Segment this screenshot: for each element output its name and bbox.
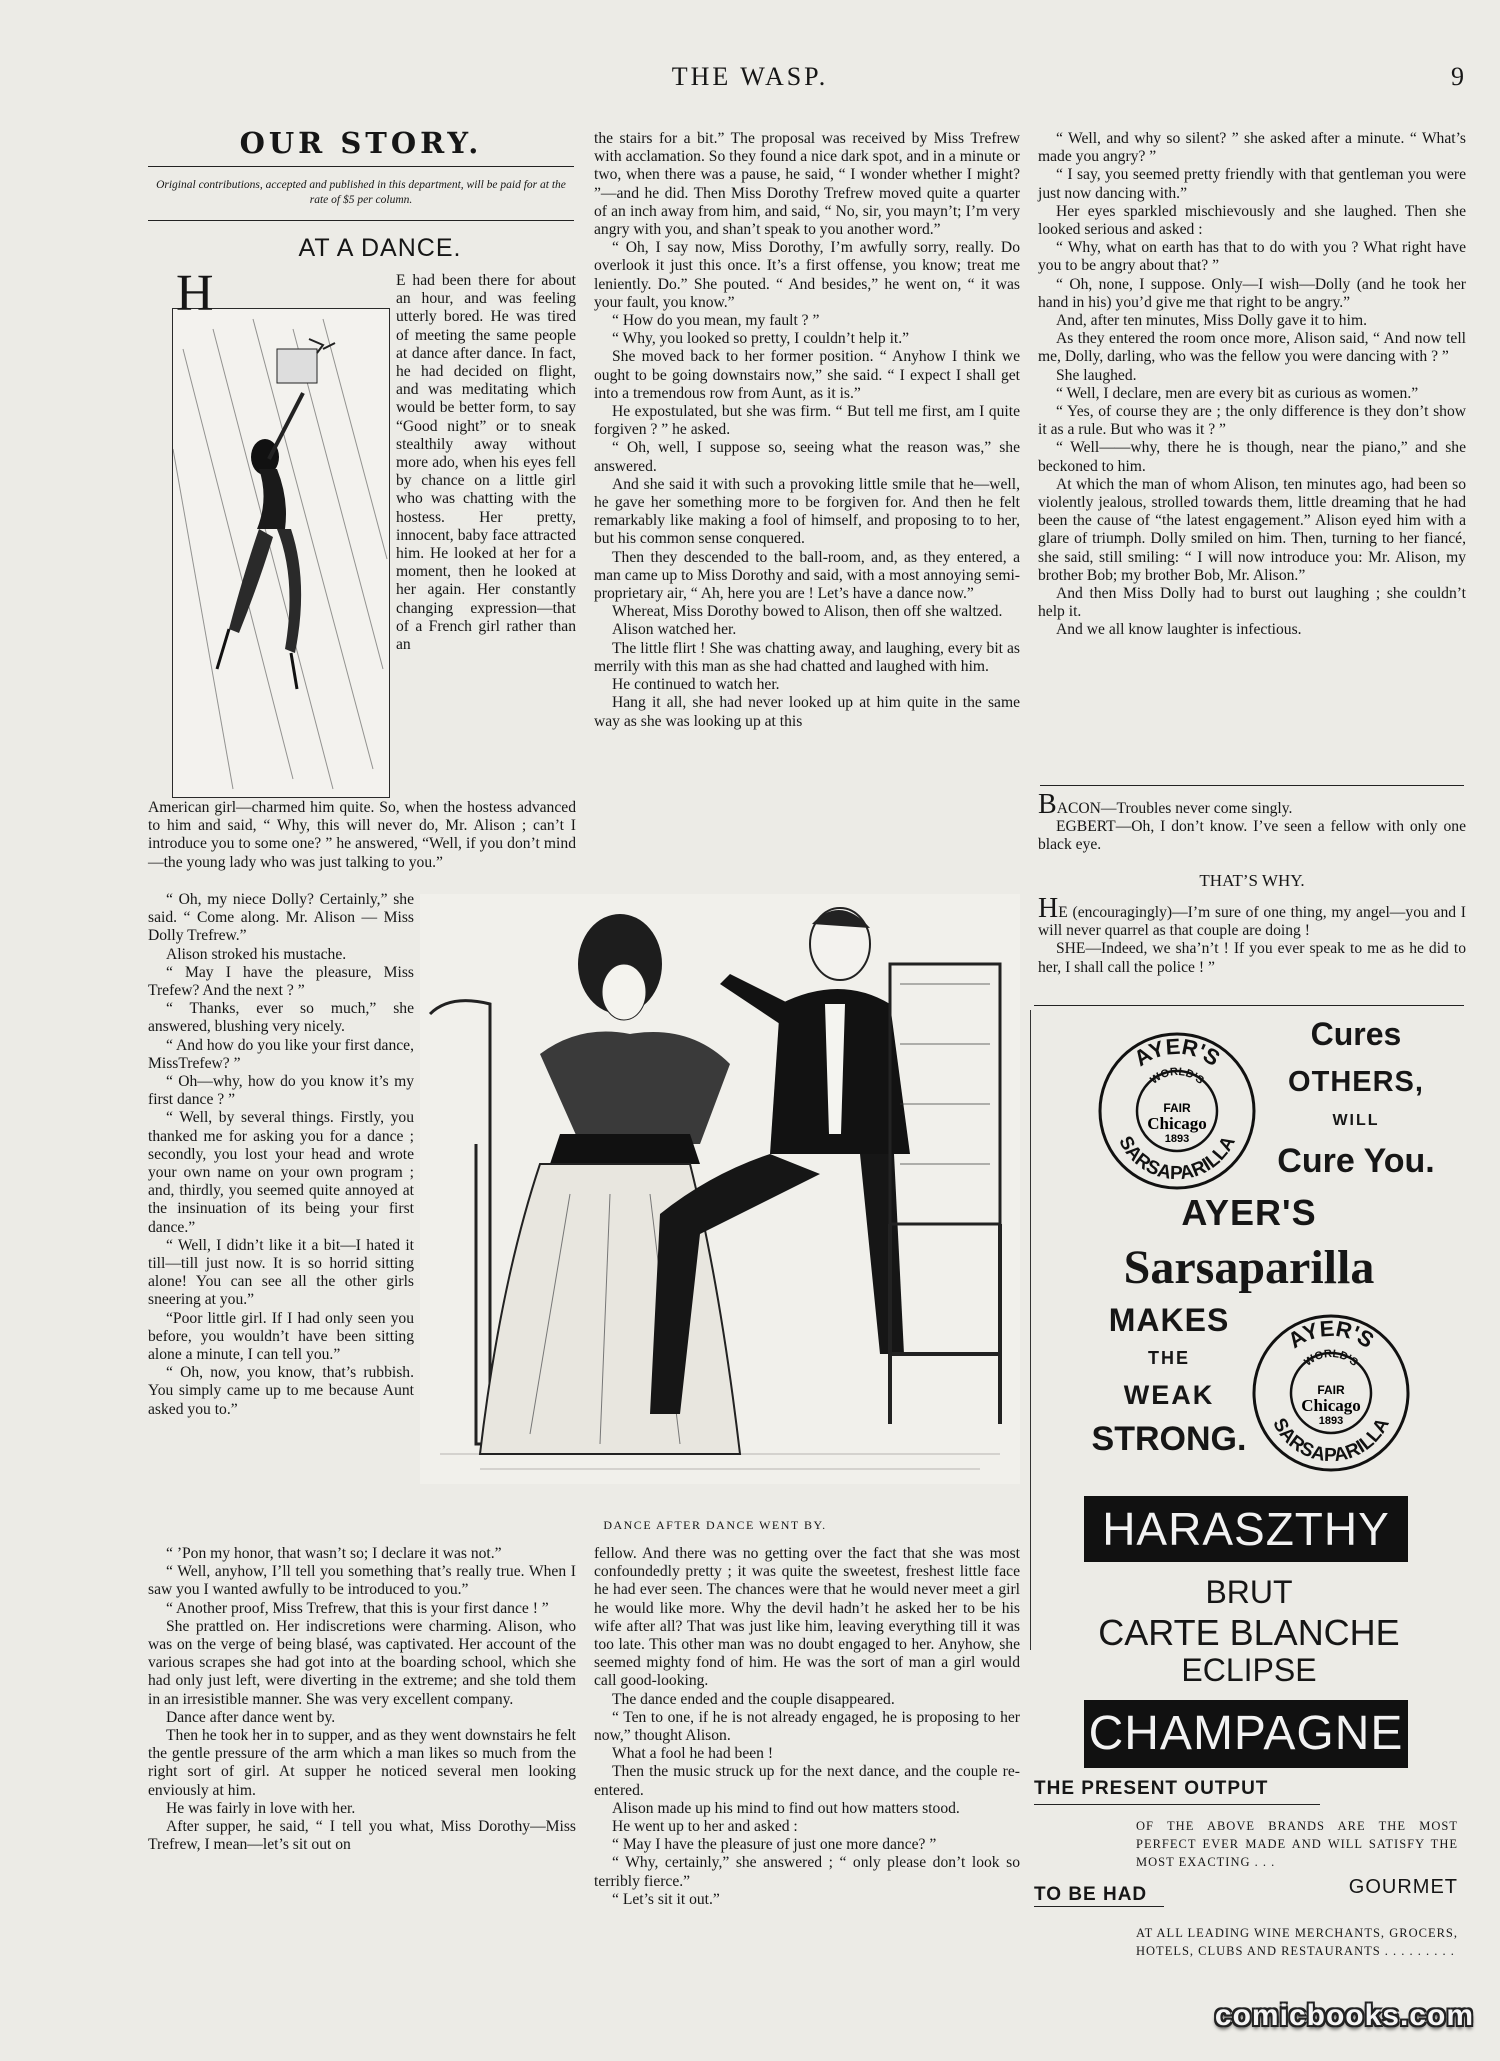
story-paragraph: Then they descended to the ball-room, and, as they entered, a man came up to Miss Dorothy and said, with a most annoying semi-proprietary air, “ Ah, here you are ! Let’s have a dance now.” <box>594 548 1020 603</box>
story-paragraph: The dance ended and the couple disappeared. <box>612 1690 895 1708</box>
story-paragraph: “ How do you mean, my fault ? ” <box>612 312 820 330</box>
contributions-note: Original contributions, accepted and published in this department, will be paid for at the rate of $5 per column. <box>156 179 566 206</box>
ad-carte-blanche: CARTE BLANCHE <box>1098 1612 1400 1653</box>
story-paragraph: “ Thanks, ever so much,” she answered, blushing very nicely. <box>148 1000 414 1036</box>
page-number: 9 <box>1451 62 1464 91</box>
story-paragraph: “ Oh, well, I suppose so, seeing what the reason was,” she answered. <box>594 439 1020 475</box>
story-paragraph: And, after ten minutes, Miss Dolly gave it to him. <box>1056 312 1367 330</box>
story-paragraph: “ Another proof, Miss Trefrew, that this is your first dance ! ” <box>166 1599 549 1617</box>
story-paragraph: He was fairly in love with her. <box>166 1799 356 1817</box>
story-paragraph: “ Well, I didn’t like it a bit—I hated it till—till just now. It is so horrid sitting alone! You can see all the other girls sneering at you.” <box>148 1236 414 1309</box>
publication-title: THE WASP. <box>671 62 829 91</box>
story-paragraph: “ Oh, I say now, Miss Dorothy, I’m awfully sorry, really. Do overlook it just this once. It’s a first offense, you know; treat me leniently. Do.” She pouted. “ And besides,” he went on, “ it was your fault, you know.” <box>594 239 1020 311</box>
story-paragraph: He continued to watch her. <box>612 676 780 694</box>
ad-product: Sarsaparilla <box>1123 1241 1375 1294</box>
ad-eclipse: ECLIPSE <box>1181 1652 1317 1688</box>
story-paragraph: She prattled on. Her indiscretions were charming. Alison, who was on the verge of being blasé, was captivated. Her account of the various scrapes she had got into at the boarding school, which she had only just left, were diverting in the extreme; and she told them in an irresistible manner. She was very excellent company. <box>148 1617 576 1708</box>
story-col3 <box>1038 130 1466 640</box>
ad-haraszthy-brand: HARASZTHY <box>1084 1496 1408 1562</box>
seal-bottom-arc: SARSAPARILLA <box>1114 1132 1240 1185</box>
ad-gourmet: GOURMET <box>1348 1876 1458 1898</box>
ad-others: OTHERS, <box>1288 1066 1424 1098</box>
story-paragraph: “ Well, by several things. Firstly, you thanked me for asking you for a dance ; secondly, you lost your head and wrote your own name on your own program ; and, thirdly, you seemed quite annoyed at the insinuation of its being your first dance.” <box>148 1109 414 1236</box>
story-paragraph: “ Why, you looked so pretty, I couldn’t help it.” <box>612 330 910 348</box>
story-paragraph: Alison made up his mind to find out how matters stood. <box>612 1799 960 1817</box>
ad-brut: BRUT <box>1205 1574 1293 1610</box>
ad-cure-you: Cure You. <box>1277 1142 1435 1180</box>
story-paragraph: fellow. And there was no getting over the fact that she was most confoundedly pretty ; it was quite the sweetest, freshest little face he had ever seen. The chances were that he would never meet a girl he would like more. Why the devil hadn’t he asked her to be his wife after all? That was just like him, leaving everything till it was too late. This other man was no doubt engaged to her. Anyhow, she seemed mighty fond of him. He was the sort of man a girl would call good-looking. <box>594 1545 1020 1690</box>
ad-cures: Cures <box>1310 1016 1402 1052</box>
story-col2-top <box>594 130 1020 731</box>
story-paragraph: “ May I have the pleasure, Miss Trefew? And the next ? ” <box>148 963 414 1000</box>
ad-strong: STRONG. <box>1091 1420 1247 1458</box>
story-col1-bottom <box>148 1545 576 1854</box>
story-paragraph: “ Oh—why, how do you know it’s my first dance ? ” <box>148 1073 414 1109</box>
dancer-illustration <box>172 308 390 798</box>
joke-thats-why-line1: E (encouragingly)—I’m sure of one thing, my angel—you and I will never quarrel as that couple are doing ! <box>1038 904 1466 940</box>
joke-bacon-line1: ACON—Troubles never come singly. <box>1056 800 1293 817</box>
story-paragraph: “ Ten to one, if he is not already engaged, he is proposing to her now,” thought Alison. <box>594 1708 1020 1745</box>
seal2-top-arc: AYER'S <box>1283 1315 1379 1354</box>
story-paragraph: the stairs for a bit.” The proposal was received by Miss Trefrew with acclamation. So they found a nice dark spot, and in a minute or two, when there was a pause, he said, “ I wonder whether I might? ”—and he did. Then Miss Dorothy Trefrew moved quite a quarter of an inch away from him, and said, “ No, sir, you mayn’t; I’m very angry with you, and shan’t speak to you another word.” <box>594 130 1020 239</box>
ad-makes: MAKES <box>1108 1302 1230 1338</box>
story-paragraph: “ Well, I declare, men are every bit as curious as women.” <box>1056 384 1419 402</box>
story-paragraph: “ Oh, my niece Dolly? Certainly,” she said. “ Come along. Mr. Alison — Miss Dolly Trefrew.” <box>148 891 414 945</box>
ayers-seal-bottom <box>1250 1312 1412 1474</box>
seal-worlds: WORLD'S <box>1148 1065 1206 1087</box>
joke-thats-why-line2: SHE—Indeed, we sha’n’t ! If you ever speak to me as he did to her, I shall call the police ! ” <box>1038 940 1466 976</box>
story-col1-beside-big-image <box>148 891 414 1419</box>
illustration-caption: DANCE AFTER DANCE WENT BY. <box>603 1518 827 1532</box>
story-paragraph: She laughed. <box>1056 366 1137 384</box>
drop-cap-b: B <box>1038 789 1057 820</box>
svg-text:AYER'S <box>1283 1316 1378 1353</box>
story-paragraph: “ Oh, now, you know, that’s rubbish. You simply came up to me because Aunt asked you to.” <box>148 1364 414 1418</box>
story-paragraph: “ Yes, of course they are ; the only difference is they don’t show it as a rule. But who was it ? ” <box>1038 403 1466 439</box>
story-paragraph: And then Miss Dolly had to burst out laughing ; she couldn’t help it. <box>1038 585 1466 621</box>
story-paragraph: Alison stroked his mustache. <box>166 945 347 963</box>
joke-bacon <box>1038 789 1466 855</box>
ad-will: WILL <box>1332 1112 1380 1129</box>
seal-year: 1893 <box>1164 1133 1190 1145</box>
story-paragraph: And she said it with such a provoking little smile that he—well, he gave her something more to be forgiven for. And then he felt remarkably like making a fool of himself, and proposing to to her, but his common sense conquered. <box>594 475 1020 548</box>
ad-present-output: THE PRESENT OUTPUT <box>1034 1778 1269 1799</box>
seal-city: Chicago <box>1147 1114 1207 1133</box>
story-paragraph: “ Let’s sit it out.” <box>612 1890 720 1908</box>
story-title: AT A DANCE. <box>298 234 462 262</box>
story-paragraph: After supper, he said, “ I tell you what, Miss Dorothy—Miss Trefrew, I mean—let’s sit out on <box>148 1818 576 1854</box>
story-paragraph: He went up to her and asked : <box>612 1818 798 1836</box>
joke-thats-why-title: THAT’S WHY. <box>1199 871 1305 890</box>
story-paragraph: What a fool he had been ! <box>612 1745 774 1763</box>
story-col2-bottom <box>594 1545 1020 1909</box>
story-col1-full <box>148 799 576 872</box>
section-rule-bottom <box>148 220 574 221</box>
story-paragraph: “ ’Pon my honor, that wasn’t so; I declare it was not.” <box>166 1545 502 1562</box>
ad-of-the-above: OF THE ABOVE BRANDS ARE THE MOST PERFECT EVER MADE AND WILL SATISFY THE MOST EXACTING . . . <box>1136 1819 1458 1869</box>
story-paragraph: As they entered the room once more, Alison said, “ And now tell me, Dolly, darling, who was the fellow you were dancing with ? ” <box>1038 330 1466 366</box>
ad-the: THE <box>1148 1348 1190 1368</box>
watermark: comicbooks.com <box>1214 1999 1474 2032</box>
seal2-bottom-arc: SARSAPARILLA <box>1268 1414 1394 1467</box>
story-paragraph: And we all know laughter is infectious. <box>1056 621 1302 639</box>
story-paragraph: Dance after dance went by. <box>166 1708 336 1726</box>
story-paragraph: “ May I have the pleasure of just one more dance? ” <box>612 1836 937 1854</box>
ad-weak: WEAK <box>1123 1380 1215 1410</box>
couple-illustration <box>420 894 1020 1484</box>
story-paragraph: “ Well——why, there he is though, near the piano,” and she beckoned to him. <box>1038 439 1466 475</box>
ad-left-rule <box>1030 1010 1031 1650</box>
ad-top-rule <box>1034 1005 1464 1006</box>
story-paragraph: Whereat, Miss Dorothy bowed to Alison, then off she waltzed. <box>612 603 1003 621</box>
story-paragraph: “ Why, what on earth has that to do with you ? What right have you to be angry about that? ” <box>1038 239 1466 275</box>
ad-rule-1 <box>1034 1804 1320 1805</box>
story-paragraph: Her eyes sparkled mischievously and she laughed. Then she looked serious and asked : <box>1038 202 1466 239</box>
story-col1-beside-image: H E had been there for about an hour, and was feeling utterly bored. He was tired of meeting the same people at dance after dance. In fact, he had decided on flight, and was meditating which would be better form, to say “Good night” or to sneak stealthily away without more ado, when his eyes fell by chance on a little girl who was chatting with the hostess. Her pretty, innocent, baby face attracted him. He looked at her for a moment, then he looked at her again. Her constantly changing expression—that of a French girl rather than an <box>176 265 576 654</box>
story-paragraph: “ I say, you seemed pretty friendly with that gentleman you were just now dancing with.” <box>1038 166 1466 202</box>
ayers-seal-top <box>1096 1030 1258 1192</box>
ad-brand: AYER'S <box>1181 1192 1317 1233</box>
ad-champagne: CHAMPAGNE <box>1084 1700 1408 1768</box>
story-intro-text: E had been there for about an hour, and was feeling utterly bored. He was tired of meeting the same people at dance after dance. In fact, he had decided on flight, and was meditating which would be better form, to say “Good night” or to sneak stealthily away without more ado, when his eyes fell by chance on a little girl who was chatting with the hostess. Her pretty, innocent, baby face attracted him. He looked at her for a moment, then he looked at her again. Her constantly changing expression—that of a French girl rather than an <box>396 272 576 654</box>
story-paragraph: Alison watched her. <box>612 621 737 639</box>
story-paragraph: “ Well, and why so silent? ” she asked after a minute. “ What’s made you angry? ” <box>1038 130 1466 166</box>
story-paragraph: Then the music struck up for the next dance, and the couple re-entered. <box>594 1763 1020 1799</box>
joke-rule <box>1040 785 1464 786</box>
section-rule-top <box>148 166 574 167</box>
ad-to-be-had: TO BE HAD <box>1034 1884 1148 1905</box>
svg-text:AYER'S <box>1129 1034 1224 1071</box>
joke-thats-why <box>1038 893 1466 977</box>
story-paragraph: She moved back to her former position. “ Anyhow I think we ought to be going downstairs now,” she said. “ I expect I shall get into a tremendous row from Aunt, as it is.” <box>594 348 1020 402</box>
joke-bacon-line2: EGBERT—Oh, I don’t know. I’ve seen a fellow with only one black eye. <box>1038 818 1466 854</box>
story-paragraph: “Poor little girl. If I had only seen you before, you wouldn’t have been sitting alone a minute, I can tell you.” <box>148 1309 414 1364</box>
story-paragraph: “ Oh, none, I suppose. Only—I wish—Dolly (and he took her hand in his) you’d give me that right to be angry.” <box>1038 275 1466 311</box>
seal2-city: Chicago <box>1301 1396 1361 1415</box>
section-title: OUR STORY. <box>239 126 483 160</box>
seal2-year: 1893 <box>1318 1415 1344 1427</box>
story-paragraph: “ And how do you like your first dance, MissTrefew? ” <box>148 1036 414 1072</box>
ad-merchants: AT ALL LEADING WINE MERCHANTS, GROCERS, HOTELS, CLUBS AND RESTAURANTS . . . . . . . . . <box>1136 1926 1458 1958</box>
story-paragraph: Then he took her in to supper, and as they went downstairs he felt the gentle pressure of the arm which a man likes so much from the right sort of girl. At supper he noticed several men looking enviously at him. <box>148 1727 576 1799</box>
story-paragraph: “ Well, anyhow, I’ll tell you something that’s really true. When I saw you I wanted awfully to be introduced to you.” <box>148 1563 576 1599</box>
story-paragraph: American girl—charmed him quite. So, when the hostess advanced to him and said, “ Why, this will never do, Mr. Alison ; can’t I introduce you to some one? ” he answered, “Well, if you don’t mind—the young lady who was just talking to you.” <box>148 799 576 871</box>
drop-cap-h2: H <box>1038 893 1059 924</box>
story-paragraph: Hang it all, she had never looked up at him quite in the same way as she was looking up at this <box>594 694 1020 730</box>
seal2-worlds: WORLD'S <box>1302 1347 1360 1369</box>
story-paragraph: The little flirt ! She was chatting away, and laughing, every bit as merrily with this man as she had chatted and laughed with him. <box>594 639 1020 675</box>
story-paragraph: At which the man of whom Alison, ten minutes ago, had been so violently jealous, strolled towards them, little dreaming that he had been the cause of “the latest engagement.” Alison eyed him with a glare of triumph. Dolly smiled on him. Then, turning to her fiancé, she said, still smiling: “ I will now introduce you: Mr. Alison, my brother Bob; my brother Bob, Mr. Alison.” <box>1038 475 1466 584</box>
seal2-fair: FAIR <box>1317 1383 1345 1397</box>
story-paragraph: “ Why, certainly,” she answered ; “ only please don’t look so terribly fierce.” <box>594 1854 1020 1890</box>
seal-fair: FAIR <box>1163 1101 1191 1115</box>
story-paragraph: He expostulated, but she was firm. “ But tell me first, am I quite forgiven ? ” he asked. <box>594 403 1020 439</box>
seal-top-arc: AYER'S <box>1129 1033 1225 1072</box>
ad-rule-2 <box>1034 1906 1164 1907</box>
